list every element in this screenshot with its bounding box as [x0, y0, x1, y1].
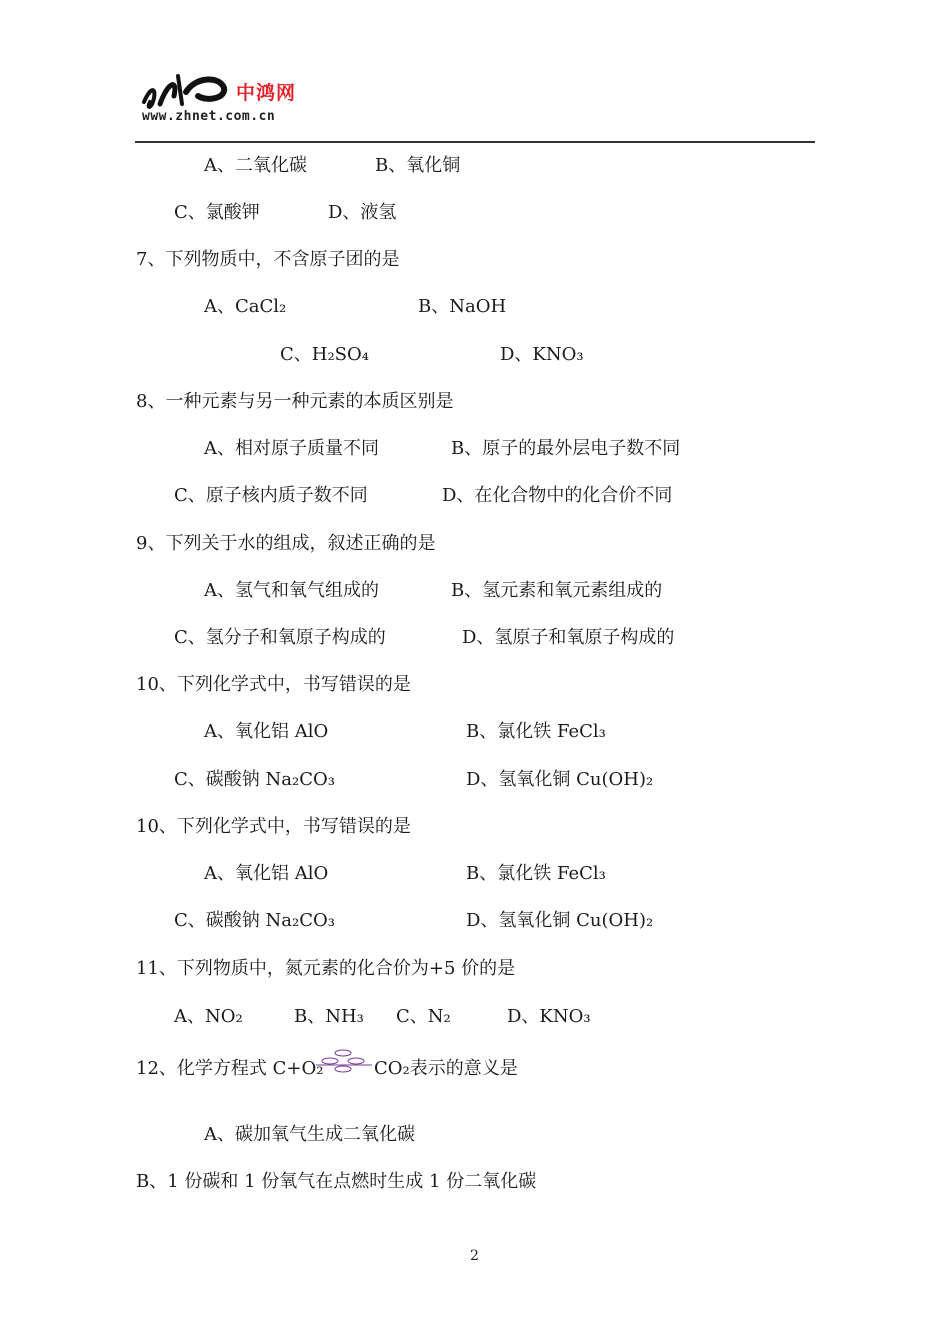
- q8-option-c: C、原子核内质子数不同: [174, 485, 368, 506]
- q10b-stem: 10、下列化学式中，书写错误的是: [136, 816, 411, 837]
- q11-option-b: B、NH₃: [294, 1006, 364, 1027]
- q6-option-d: D、液氢: [328, 202, 397, 223]
- q7-option-c: C、H₂SO₄: [280, 344, 369, 365]
- q8-option-a: A、相对原子质量不同: [204, 438, 379, 459]
- q6-option-b: B、氧化铜: [375, 155, 461, 176]
- site-url: www.zhnet.com.cn: [142, 109, 276, 124]
- q10b-option-d: D、氢氧化铜 Cu(OH)₂: [466, 910, 654, 931]
- q11-option-a: A、NO₂: [174, 1006, 243, 1027]
- q10a-option-c: C、碳酸钠 Na₂CO₃: [174, 769, 335, 790]
- q9-stem: 9、下列关于水的组成，叙述正确的是: [136, 533, 436, 554]
- q7-option-a: A、CaCl₂: [204, 296, 287, 317]
- q10b-option-a: A、氧化铝 AlO: [204, 863, 329, 884]
- q10a-option-d: D、氢氧化铜 Cu(OH)₂: [466, 769, 654, 790]
- q7-option-d: D、KNO₃: [500, 344, 584, 365]
- q8-option-b: B、原子的最外层电子数不同: [451, 438, 681, 459]
- q12-option-a: A、碳加氧气生成二氧化碳: [204, 1124, 415, 1145]
- header-divider: [135, 141, 815, 143]
- q10a-option-a: A、氧化铝 AlO: [204, 721, 329, 742]
- q10a-option-b: B、氯化铁 FeCl₃: [466, 721, 606, 742]
- q11-option-d: D、KNO₃: [507, 1006, 591, 1027]
- q8-stem: 8、一种元素与另一种元素的本质区别是: [136, 391, 454, 412]
- q9-option-a: A、氢气和氧气组成的: [204, 580, 379, 601]
- page-number: 2: [470, 1248, 479, 1264]
- q7-stem: 7、下列物质中，不含原子团的是: [136, 249, 400, 270]
- q9-option-b: B、氢元素和氧元素组成的: [451, 580, 663, 601]
- q9-option-c: C、氢分子和氧原子构成的: [174, 627, 386, 648]
- q12-stem-prefix: 12、化学方程式 C+O₂: [136, 1058, 324, 1079]
- q12-stem-suffix: CO₂表示的意义是: [374, 1058, 518, 1079]
- q11-option-c: C、N₂: [396, 1006, 451, 1027]
- q12-option-b: B、1 份碳和 1 份氧气在点燃时生成 1 份二氧化碳: [136, 1171, 537, 1192]
- q6-option-c: C、氯酸钾: [174, 202, 260, 223]
- q9-option-d: D、氢原子和氧原子构成的: [462, 627, 675, 648]
- reaction-condition-icon: [314, 1047, 374, 1079]
- q10b-option-b: B、氯化铁 FeCl₃: [466, 863, 606, 884]
- q10b-option-c: C、碳酸钠 Na₂CO₃: [174, 910, 335, 931]
- brand-name: 中鸿网: [236, 82, 297, 104]
- q8-option-d: D、在化合物中的化合价不同: [442, 485, 673, 506]
- q7-option-b: B、NaOH: [418, 296, 507, 317]
- q6-option-a: A、二氧化碳: [204, 155, 307, 176]
- q11-stem: 11、下列物质中，氮元素的化合价为+5 价的是: [136, 958, 516, 979]
- q10a-stem: 10、下列化学式中，书写错误的是: [136, 674, 411, 695]
